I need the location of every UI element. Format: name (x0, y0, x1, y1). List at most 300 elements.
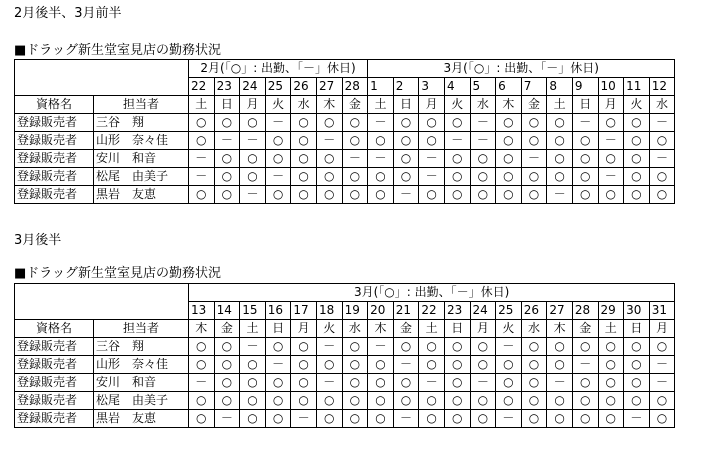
day-number: 22 (189, 78, 215, 96)
attendance-mark: － (189, 168, 215, 186)
attendance-mark: ○ (393, 132, 419, 150)
attendance-mark: ○ (419, 338, 445, 356)
attendance-mark: － (598, 132, 624, 150)
staff-row (15, 338, 675, 356)
day-number: 19 (342, 302, 368, 320)
header-blank-cell (15, 302, 189, 320)
day-number: 10 (598, 78, 624, 96)
attendance-mark: ○ (265, 338, 291, 356)
attendance-mark: － (393, 356, 419, 374)
attendance-mark: ○ (214, 338, 240, 356)
attendance-mark: － (368, 150, 394, 168)
staff-name-cell: 松尾 由美子 (94, 392, 189, 410)
weekday-label: 日 (444, 320, 470, 338)
attendance-mark: ○ (444, 114, 470, 132)
weekday-label: 日 (214, 96, 240, 114)
attendance-mark: － (649, 150, 675, 168)
day-number: 8 (547, 78, 573, 96)
qualification-header: 資格名 (15, 96, 94, 114)
weekday-label: 木 (547, 320, 573, 338)
attendance-mark: ○ (342, 392, 368, 410)
attendance-mark: ○ (291, 114, 317, 132)
attendance-mark: ○ (265, 410, 291, 428)
weekday-label: 日 (393, 96, 419, 114)
weekday-label: 木 (189, 320, 215, 338)
weekday-label: 水 (521, 320, 547, 338)
staff-name-cell: 山形 奈々佳 (94, 356, 189, 374)
attendance-mark: － (572, 356, 598, 374)
qualification-cell: 登録販売者 (15, 410, 94, 428)
attendance-mark: － (470, 374, 496, 392)
attendance-mark: ○ (521, 168, 547, 186)
attendance-mark: ○ (368, 356, 394, 374)
attendance-mark: ○ (291, 338, 317, 356)
attendance-mark: ○ (368, 132, 394, 150)
weekday-label: 木 (496, 96, 522, 114)
day-number-row (15, 302, 675, 320)
attendance-mark: － (419, 374, 445, 392)
attendance-mark: ○ (419, 186, 445, 204)
attendance-mark: － (265, 114, 291, 132)
day-number: 16 (265, 302, 291, 320)
day-number: 5 (470, 78, 496, 96)
attendance-mark: ○ (316, 186, 342, 204)
attendance-mark: ○ (316, 114, 342, 132)
day-number: 6 (496, 78, 522, 96)
attendance-mark: ○ (419, 392, 445, 410)
day-number: 22 (419, 302, 445, 320)
weekday-label: 日 (572, 96, 598, 114)
attendance-mark: ○ (291, 356, 317, 374)
attendance-mark: ○ (470, 356, 496, 374)
weekday-row (15, 96, 675, 114)
attendance-mark: ○ (521, 392, 547, 410)
section-2-title: 3月後半 (14, 233, 62, 248)
day-number: 23 (214, 78, 240, 96)
attendance-mark: ○ (240, 114, 266, 132)
day-number: 13 (189, 302, 215, 320)
attendance-mark: ○ (470, 168, 496, 186)
weekday-row (15, 320, 675, 338)
attendance-mark: ○ (393, 392, 419, 410)
attendance-mark: － (291, 410, 317, 428)
attendance-mark: － (419, 168, 445, 186)
attendance-mark: － (496, 410, 522, 428)
day-number: 12 (649, 78, 675, 96)
day-number: 24 (240, 78, 266, 96)
attendance-mark: ○ (598, 410, 624, 428)
attendance-mark: ○ (547, 338, 573, 356)
attendance-mark: ○ (214, 186, 240, 204)
attendance-mark: ○ (291, 374, 317, 392)
attendance-mark: ○ (444, 168, 470, 186)
weekday-label: 金 (342, 96, 368, 114)
day-number: 30 (624, 302, 650, 320)
weekday-label: 水 (291, 96, 317, 114)
attendance-mark: ○ (214, 356, 240, 374)
attendance-mark: ○ (189, 356, 215, 374)
attendance-mark: ○ (419, 356, 445, 374)
attendance-mark: ○ (444, 356, 470, 374)
day-number: 4 (444, 78, 470, 96)
attendance-mark: ○ (316, 150, 342, 168)
attendance-mark: ○ (547, 392, 573, 410)
day-number: 23 (444, 302, 470, 320)
attendance-mark: ○ (444, 186, 470, 204)
attendance-mark: ○ (291, 168, 317, 186)
weekday-label: 土 (240, 320, 266, 338)
day-number: 28 (342, 78, 368, 96)
attendance-mark: ○ (649, 186, 675, 204)
attendance-mark: ○ (291, 132, 317, 150)
weekday-label: 土 (368, 96, 394, 114)
attendance-mark: ○ (316, 356, 342, 374)
attendance-mark: － (624, 410, 650, 428)
attendance-mark: － (316, 132, 342, 150)
attendance-mark: ○ (624, 186, 650, 204)
weekday-label: 火 (316, 320, 342, 338)
attendance-mark: － (240, 186, 266, 204)
attendance-mark: ○ (240, 374, 266, 392)
schedule-table-2 (14, 283, 675, 428)
attendance-mark: ○ (214, 168, 240, 186)
attendance-mark: ○ (572, 186, 598, 204)
day-number: 1 (368, 78, 394, 96)
attendance-mark: ○ (496, 150, 522, 168)
weekday-label: 月 (649, 320, 675, 338)
day-number: 3 (419, 78, 445, 96)
weekday-label: 木 (316, 96, 342, 114)
weekday-label: 木 (368, 320, 394, 338)
attendance-mark: － (649, 374, 675, 392)
attendance-mark: ○ (419, 114, 445, 132)
attendance-mark: ○ (214, 374, 240, 392)
person-header: 担当者 (94, 320, 189, 338)
attendance-mark: ○ (342, 132, 368, 150)
attendance-mark: ○ (214, 150, 240, 168)
attendance-mark: ○ (240, 356, 266, 374)
attendance-mark: ○ (316, 392, 342, 410)
attendance-mark: － (496, 338, 522, 356)
attendance-mark: － (316, 338, 342, 356)
staff-row (15, 392, 675, 410)
staff-row (15, 114, 675, 132)
attendance-mark: ○ (444, 410, 470, 428)
attendance-mark: ○ (189, 410, 215, 428)
attendance-mark: ○ (624, 168, 650, 186)
attendance-mark: ○ (649, 132, 675, 150)
staff-row (15, 410, 675, 428)
day-number: 9 (572, 78, 598, 96)
qualification-header: 資格名 (15, 320, 94, 338)
attendance-mark: ○ (444, 374, 470, 392)
day-number: 14 (214, 302, 240, 320)
attendance-mark: ○ (470, 186, 496, 204)
weekday-label: 金 (572, 320, 598, 338)
weekday-label: 土 (598, 320, 624, 338)
day-number: 18 (316, 302, 342, 320)
qualification-cell: 登録販売者 (15, 374, 94, 392)
attendance-mark: － (189, 150, 215, 168)
attendance-mark: ○ (393, 168, 419, 186)
attendance-mark: ○ (342, 168, 368, 186)
attendance-mark: － (265, 356, 291, 374)
day-number: 27 (547, 302, 573, 320)
attendance-mark: ○ (496, 168, 522, 186)
attendance-mark: ○ (547, 168, 573, 186)
attendance-mark: ○ (496, 392, 522, 410)
attendance-mark: ○ (572, 374, 598, 392)
attendance-mark: ○ (291, 186, 317, 204)
attendance-mark: ○ (368, 374, 394, 392)
attendance-mark: ○ (316, 168, 342, 186)
attendance-mark: ○ (624, 132, 650, 150)
day-number: 15 (240, 302, 266, 320)
attendance-mark: － (240, 338, 266, 356)
day-number: 31 (649, 302, 675, 320)
month-group-label: 2月(「○」: 出勤、「－」休日) (189, 60, 368, 78)
attendance-mark: ○ (572, 338, 598, 356)
schedule-table-1 (14, 59, 675, 204)
attendance-mark: ○ (265, 132, 291, 150)
attendance-mark: － (470, 114, 496, 132)
qualification-cell: 登録販売者 (15, 150, 94, 168)
attendance-mark: ○ (368, 410, 394, 428)
attendance-mark: ○ (265, 374, 291, 392)
day-number: 21 (393, 302, 419, 320)
staff-name-cell: 安川 和音 (94, 374, 189, 392)
attendance-mark: － (547, 374, 573, 392)
attendance-mark: ○ (189, 132, 215, 150)
attendance-mark: － (342, 150, 368, 168)
staff-name-cell: 安川 和音 (94, 150, 189, 168)
attendance-mark: ○ (342, 186, 368, 204)
staff-row (15, 356, 675, 374)
attendance-mark: － (598, 168, 624, 186)
staff-row (15, 186, 675, 204)
store-title-2: ■ドラッグ新生堂室見店の勤務状況 (14, 266, 222, 281)
attendance-mark: ○ (470, 150, 496, 168)
day-number: 7 (521, 78, 547, 96)
attendance-mark: ○ (393, 150, 419, 168)
attendance-mark: ○ (598, 114, 624, 132)
month-group-row (15, 284, 675, 302)
weekday-label: 火 (496, 320, 522, 338)
day-number: 2 (393, 78, 419, 96)
attendance-mark: ○ (649, 410, 675, 428)
attendance-mark: ○ (368, 186, 394, 204)
attendance-mark: ○ (547, 114, 573, 132)
attendance-mark: ○ (444, 150, 470, 168)
day-number: 24 (470, 302, 496, 320)
day-number: 27 (316, 78, 342, 96)
attendance-mark: ○ (419, 132, 445, 150)
attendance-mark: ○ (598, 374, 624, 392)
day-number: 17 (291, 302, 317, 320)
attendance-mark: ○ (521, 374, 547, 392)
attendance-mark: ○ (649, 168, 675, 186)
attendance-mark: ○ (189, 392, 215, 410)
qualification-cell: 登録販売者 (15, 132, 94, 150)
qualification-cell: 登録販売者 (15, 356, 94, 374)
header-blank-cell (15, 60, 189, 78)
attendance-mark: ○ (189, 186, 215, 204)
attendance-mark: ○ (291, 392, 317, 410)
attendance-mark: ○ (342, 338, 368, 356)
attendance-mark: － (393, 186, 419, 204)
attendance-mark: ○ (624, 150, 650, 168)
store-title-1: ■ドラッグ新生堂室見店の勤務状況 (14, 43, 222, 58)
attendance-mark: ○ (572, 392, 598, 410)
weekday-label: 月 (470, 320, 496, 338)
attendance-mark: ○ (265, 150, 291, 168)
weekday-label: 火 (444, 96, 470, 114)
attendance-mark: ○ (265, 392, 291, 410)
day-number: 26 (521, 302, 547, 320)
attendance-mark: ○ (189, 338, 215, 356)
header-blank-cell (15, 78, 189, 96)
attendance-mark: － (419, 150, 445, 168)
attendance-mark: ○ (496, 114, 522, 132)
attendance-mark: ○ (521, 410, 547, 428)
weekday-label: 金 (521, 96, 547, 114)
weekday-label: 土 (547, 96, 573, 114)
attendance-mark: ○ (214, 114, 240, 132)
qualification-cell: 登録販売者 (15, 114, 94, 132)
month-group-row (15, 60, 675, 78)
day-number: 11 (624, 78, 650, 96)
attendance-mark: ○ (189, 114, 215, 132)
attendance-mark: － (470, 132, 496, 150)
attendance-mark: ○ (470, 338, 496, 356)
attendance-mark: ○ (496, 132, 522, 150)
attendance-mark: ○ (521, 132, 547, 150)
attendance-mark: ○ (624, 356, 650, 374)
month-group-label: 3月(「○」: 出勤、「－」休日) (368, 60, 675, 78)
attendance-mark: ○ (496, 186, 522, 204)
staff-name-cell: 三谷 翔 (94, 114, 189, 132)
attendance-mark: ○ (572, 410, 598, 428)
attendance-mark: － (368, 114, 394, 132)
qualification-cell: 登録販売者 (15, 186, 94, 204)
attendance-mark: ○ (649, 338, 675, 356)
attendance-mark: ○ (368, 392, 394, 410)
attendance-mark: ○ (547, 410, 573, 428)
staff-row (15, 168, 675, 186)
attendance-mark: ○ (240, 168, 266, 186)
attendance-mark: ○ (521, 338, 547, 356)
attendance-mark: ○ (572, 132, 598, 150)
attendance-mark: ○ (598, 186, 624, 204)
attendance-mark: － (649, 114, 675, 132)
attendance-mark: ○ (496, 374, 522, 392)
attendance-mark: ○ (393, 114, 419, 132)
attendance-mark: ○ (572, 168, 598, 186)
day-number: 20 (368, 302, 394, 320)
attendance-mark: ○ (444, 338, 470, 356)
day-number: 26 (291, 78, 317, 96)
attendance-mark: ○ (547, 132, 573, 150)
attendance-mark: － (572, 114, 598, 132)
attendance-mark: － (265, 168, 291, 186)
weekday-label: 月 (291, 320, 317, 338)
weekday-label: 水 (342, 320, 368, 338)
attendance-mark: ○ (240, 150, 266, 168)
day-number: 28 (572, 302, 598, 320)
weekday-label: 金 (214, 320, 240, 338)
attendance-mark: ○ (393, 374, 419, 392)
attendance-mark: － (189, 374, 215, 392)
staff-name-cell: 黒岩 友恵 (94, 410, 189, 428)
weekday-label: 日 (265, 320, 291, 338)
attendance-mark: － (214, 132, 240, 150)
person-header: 担当者 (94, 96, 189, 114)
attendance-mark: － (368, 338, 394, 356)
attendance-mark: ○ (521, 356, 547, 374)
attendance-mark: ○ (240, 392, 266, 410)
attendance-mark: ○ (598, 392, 624, 410)
weekday-label: 日 (624, 320, 650, 338)
attendance-mark: ○ (624, 338, 650, 356)
attendance-mark: ○ (214, 392, 240, 410)
attendance-mark: － (214, 410, 240, 428)
staff-name-cell: 黒岩 友恵 (94, 186, 189, 204)
staff-row (15, 132, 675, 150)
qualification-cell: 登録販売者 (15, 168, 94, 186)
attendance-mark: ○ (342, 114, 368, 132)
attendance-mark: ○ (598, 150, 624, 168)
section-1-title: 2月後半、3月前半 (14, 6, 122, 21)
attendance-mark: ○ (342, 374, 368, 392)
attendance-mark: － (547, 186, 573, 204)
weekday-label: 土 (419, 320, 445, 338)
attendance-mark: ○ (624, 114, 650, 132)
attendance-mark: ○ (470, 410, 496, 428)
attendance-mark: ○ (419, 410, 445, 428)
attendance-mark: ○ (496, 356, 522, 374)
staff-name-cell: 山形 奈々佳 (94, 132, 189, 150)
attendance-mark: ○ (624, 392, 650, 410)
weekday-label: 金 (393, 320, 419, 338)
attendance-mark: ○ (342, 410, 368, 428)
attendance-mark: ○ (547, 356, 573, 374)
day-number: 25 (496, 302, 522, 320)
attendance-mark: ○ (598, 356, 624, 374)
attendance-mark: － (316, 374, 342, 392)
attendance-mark: ○ (547, 150, 573, 168)
attendance-mark: ○ (572, 150, 598, 168)
attendance-mark: － (240, 132, 266, 150)
attendance-mark: ○ (265, 186, 291, 204)
weekday-label: 月 (598, 96, 624, 114)
attendance-mark: － (521, 150, 547, 168)
attendance-mark: － (393, 410, 419, 428)
weekday-label: 火 (624, 96, 650, 114)
attendance-mark: ○ (291, 150, 317, 168)
month-group-label: 3月(「○」: 出勤、「－」休日) (189, 284, 675, 302)
attendance-mark: ○ (368, 168, 394, 186)
attendance-mark: ○ (240, 410, 266, 428)
attendance-mark: ○ (624, 374, 650, 392)
attendance-mark: ○ (342, 356, 368, 374)
day-number: 25 (265, 78, 291, 96)
day-number-row (15, 78, 675, 96)
weekday-label: 土 (189, 96, 215, 114)
staff-row (15, 374, 675, 392)
qualification-cell: 登録販売者 (15, 338, 94, 356)
attendance-mark: ○ (316, 410, 342, 428)
header-blank-cell (15, 284, 189, 302)
